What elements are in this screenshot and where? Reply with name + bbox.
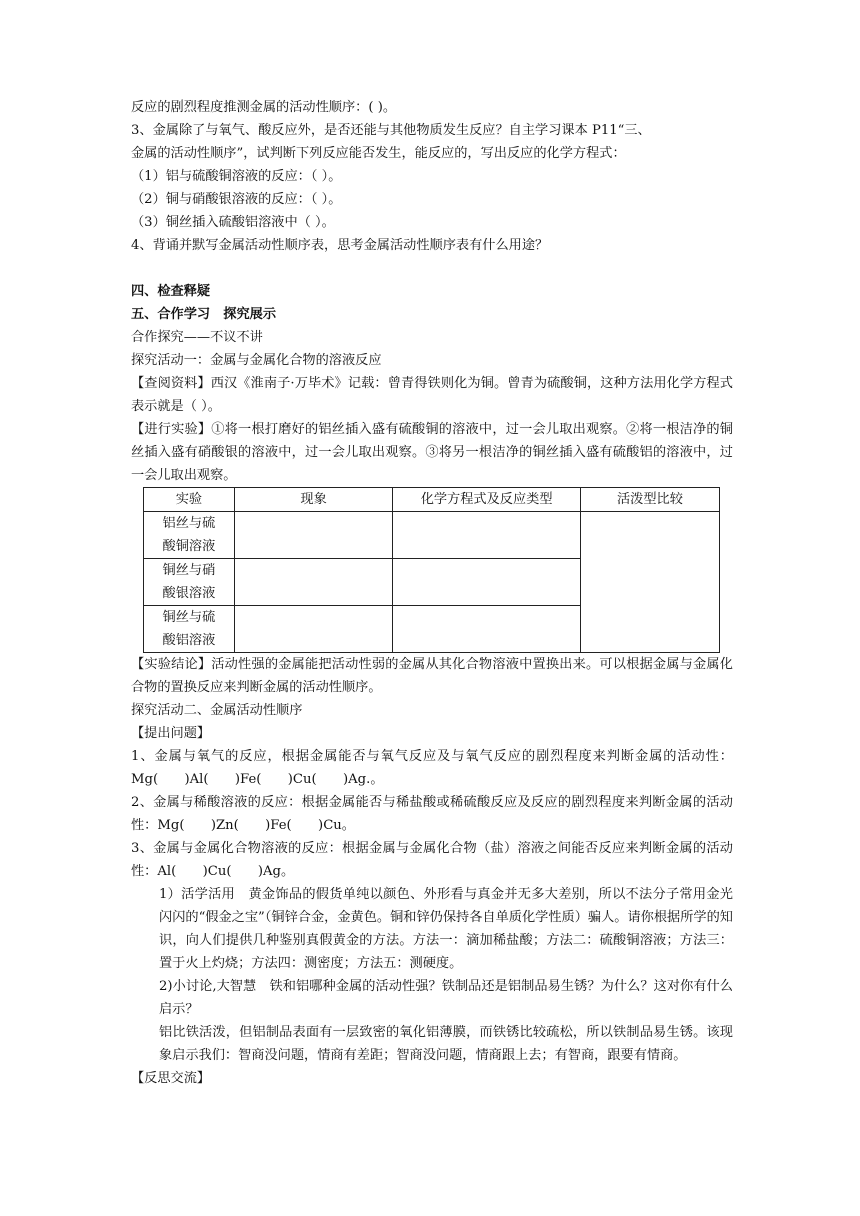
paragraph: 2、金属与稀酸溶液的反应：根据金属能否与稀盐酸或稀硫酸反应及反应的剧烈程度来判断金属的活动性：Mg( )Zn( )Fe( )Cu。 xyxy=(131,795,733,833)
paragraph: 3、金属与金属化合物溶液的反应：根据金属与金属化合物（盐）溶液之间能否反应来判断金属的活动性：Al( )Cu( )Ag。 xyxy=(131,841,733,879)
text-line: 【提出问题】 xyxy=(131,726,211,741)
table-cell xyxy=(144,606,235,653)
table-header: 化学方程式及反应类型 xyxy=(393,488,580,512)
cell-line: 铝丝与硫 xyxy=(162,516,216,531)
section-heading: 五、合作学习 探究展示 xyxy=(131,307,277,322)
paragraph: 2)小讨论,大智慧 铁和铝哪种金属的活动性强？铁制品还是铝制品易生锈？为什么？这对你有什么启示？ xyxy=(159,979,733,1017)
table-header: 活泼型比较 xyxy=(580,488,719,512)
cell-line: 铜丝与硫 xyxy=(162,610,216,625)
table-cell xyxy=(580,512,719,653)
cell-line: 酸铝溶液 xyxy=(162,633,216,648)
table-cell xyxy=(234,606,393,653)
text-line: 反应的剧烈程度推测金属的活动性顺序：( )。 xyxy=(131,100,397,115)
text-line: 3、金属除了与氧气、酸反应外，是否还能与其他物质发生反应？自主学习课本 P11“三、 xyxy=(131,123,651,138)
paragraph: 【实验结论】活动性强的金属能把活动性弱的金属从其化合物溶液中置换出来。可以根据金属与金属化合物的置换反应来判断金属的活动性顺序。 xyxy=(131,657,733,695)
table-cell xyxy=(234,512,393,559)
table-cell xyxy=(393,606,580,653)
text-line: （3）铜丝插入硫酸铝溶液中（ ）。 xyxy=(131,215,335,230)
document-page xyxy=(131,96,733,1090)
table-header: 现象 xyxy=(234,488,393,512)
table-cell xyxy=(393,512,580,559)
text-line: 金属的活动性顺序”，试判断下列反应能否发生，能反应的，写出反应的化学方程式： xyxy=(131,146,626,161)
paragraph: 【查阅资料】西汉《淮南子·万毕术》记载：曾青得铁则化为铜。曾青为硫酸铜，这种方法用化学方程式表示就是（ ）。 xyxy=(131,376,733,414)
text-line: 合作探究——不议不讲 xyxy=(131,330,263,345)
paragraph: 1、金属与氧气的反应，根据金属能否与氧气反应及与氧气反应的剧烈程度来判断金属的活动性：Mg( )Al( )Fe( )Cu( )Ag.。 xyxy=(131,749,733,787)
table-cell xyxy=(234,559,393,606)
text-line: 探究活动二、金属活动性顺序 xyxy=(131,703,303,718)
paragraph: 1）活学活用 黄金饰品的假货单纯以颜色、外形看与真金并无多大差别，所以不法分子常用金光闪闪的“假金之宝”（铜锌合金，金黄色。铜和锌仍保持各自单质化学性质）骗人。请你根据所学的知识，向人们提供几种鉴别真假黄金的方法。方法一：滴加稀盐酸；方法二：硫酸铜溶液；方法三：置于火上灼烧；方法四：测密度；方法五：测硬度。 xyxy=(159,887,733,971)
text-line: 4、背诵并默写金属活动性顺序表，思考金属活动性顺序表有什么用途？ xyxy=(131,238,549,253)
cell-line: 酸银溶液 xyxy=(162,586,216,601)
table-header-row xyxy=(144,488,720,512)
text-line: 【反思交流】 xyxy=(131,1071,211,1086)
table-cell xyxy=(393,559,580,606)
experiment-table xyxy=(143,487,720,653)
section-heading: 四、检查释疑 xyxy=(131,284,211,299)
table-cell xyxy=(144,512,235,559)
paragraph: 【进行实验】①将一根打磨好的铝丝插入盛有硫酸铜的溶液中，过一会儿取出观察。②将一根洁净的铜丝插入盛有硝酸银的溶液中，过一会儿取出观察。③将另一根洁净的铜丝插入盛有硫酸铝的溶液中，过一会儿取出观察。 xyxy=(131,422,733,483)
text-line: 探究活动一：金属与金属化合物的溶液反应 xyxy=(131,353,382,368)
table-cell xyxy=(144,559,235,606)
text-line: （2）铜与硝酸银溶液的反应：（ ）。 xyxy=(131,192,342,207)
cell-line: 铜丝与硝 xyxy=(162,563,216,578)
text-line: （1）铝与硫酸铜溶液的反应：（ ）。 xyxy=(131,169,342,184)
table-header: 实验 xyxy=(144,488,235,512)
paragraph: 铝比铁活泼，但铝制品表面有一层致密的氧化铝薄膜，而铁锈比较疏松，所以铁制品易生锈。该现象启示我们：智商没问题，情商有差距；智商没问题，情商跟上去；有智商，跟要有情商。 xyxy=(159,1025,733,1063)
table-row xyxy=(144,512,720,559)
cell-line: 酸铜溶液 xyxy=(162,539,216,554)
